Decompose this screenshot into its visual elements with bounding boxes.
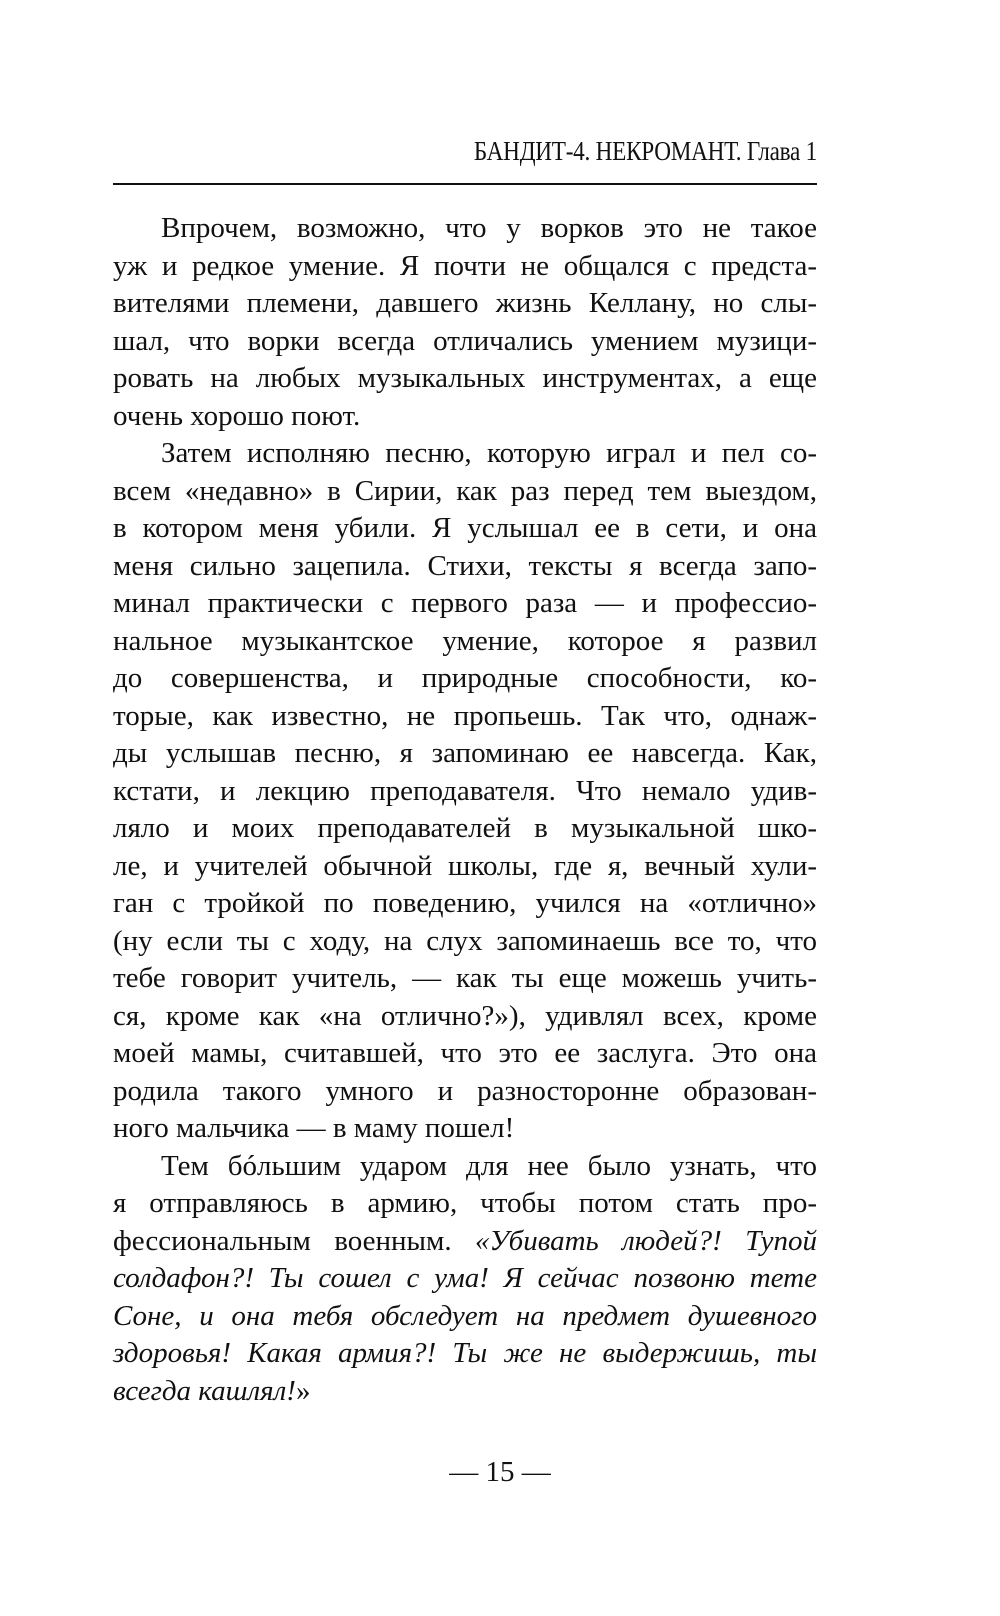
text-line: ле, и учителей обычной школы, где я, вечный хули- bbox=[113, 849, 817, 882]
text-line-mixed bbox=[113, 1373, 817, 1411]
running-head: БАНДИТ-4. НЕКРОМАНТ. Глава 1 bbox=[473, 136, 817, 166]
text-line-mixed bbox=[113, 1223, 817, 1261]
header-rule bbox=[113, 183, 817, 185]
text-line: вителями племени, давшего жизнь Келлану, но слы- bbox=[113, 287, 817, 319]
text-segment: фессиональным военным. bbox=[113, 1224, 452, 1257]
italic-quote-segment: «Убивать людей?! Тупой bbox=[475, 1224, 817, 1257]
text-line: всем «недавно» в Сирии, как раз перед тем выездом, bbox=[113, 474, 817, 507]
italic-line: Соне, и она тебя обследует на предмет душевного bbox=[113, 1299, 817, 1332]
text-line: (ну если ты с ходу, на слух запоминаешь все то, что bbox=[113, 924, 817, 957]
body-text bbox=[113, 210, 817, 1410]
text-line: ровать на любых музыкальных инструментах, а еще bbox=[113, 362, 817, 394]
closing-quote: » bbox=[295, 1374, 311, 1407]
text-line: ды услышав песню, я запоминаю ее навсегда. Как, bbox=[113, 737, 817, 769]
text-line: Впрочем, возможно, что у ворков это не такое bbox=[161, 212, 817, 244]
text-line: ного мальчика — в маму пошел! bbox=[113, 1112, 515, 1144]
italic-line: здоровья! Какая армия?! Ты же не выдержишь, ты bbox=[113, 1337, 817, 1369]
text-line: нальное музыкантское умение, которое я развил bbox=[113, 624, 817, 657]
text-line: уж и редкое умение. Я почти не общался с предста- bbox=[113, 249, 817, 282]
text-line: в котором меня убили. Я услышал ее в сети, и она bbox=[113, 512, 817, 544]
text-line: кстати, и лекцию преподавателя. Что немало удив- bbox=[113, 774, 817, 807]
italic-quote-segment: всегда кашлял! bbox=[113, 1374, 296, 1407]
text-line: ляло и моих преподавателей в музыкальной шко- bbox=[113, 812, 817, 844]
text-line: ган с тройкой по поведению, учился на «отлично» bbox=[113, 887, 817, 919]
text-line: минал практически с первого раза — и профессио- bbox=[113, 587, 817, 619]
italic-line: солдафон?! Ты сошел с ума! Я сейчас позвоню тете bbox=[113, 1262, 817, 1294]
text-line: моей мамы, считавшей, что это ее заслуга. Это она bbox=[113, 1037, 817, 1069]
text-line: тебе говорит учитель, — как ты еще можешь учить- bbox=[113, 962, 817, 994]
page-number: — 15 — bbox=[449, 1456, 551, 1488]
text-line: торые, как известно, не пропьешь. Так что, однаж- bbox=[113, 699, 817, 732]
text-line: родила такого умного и разносторонне образован- bbox=[113, 1074, 817, 1107]
text-line: Затем исполняю песню, которую играл и пел со- bbox=[161, 437, 817, 469]
text-line: ся, кроме как «на отлично?»), удивлял всех, кроме bbox=[113, 999, 817, 1032]
text-line: очень хорошо поют. bbox=[113, 399, 361, 432]
text-line: шал, что ворки всегда отличались умением музици- bbox=[113, 324, 817, 357]
text-line: до совершенства, и природные способности, ко- bbox=[113, 662, 817, 694]
text-line: меня сильно зацепила. Стихи, тексты я всегда запо- bbox=[113, 549, 817, 582]
text-line: Тем бóльшим ударом для нее было узнать, что bbox=[161, 1149, 817, 1182]
text-line: я отправляюсь в армию, чтобы потом стать про- bbox=[113, 1187, 817, 1219]
